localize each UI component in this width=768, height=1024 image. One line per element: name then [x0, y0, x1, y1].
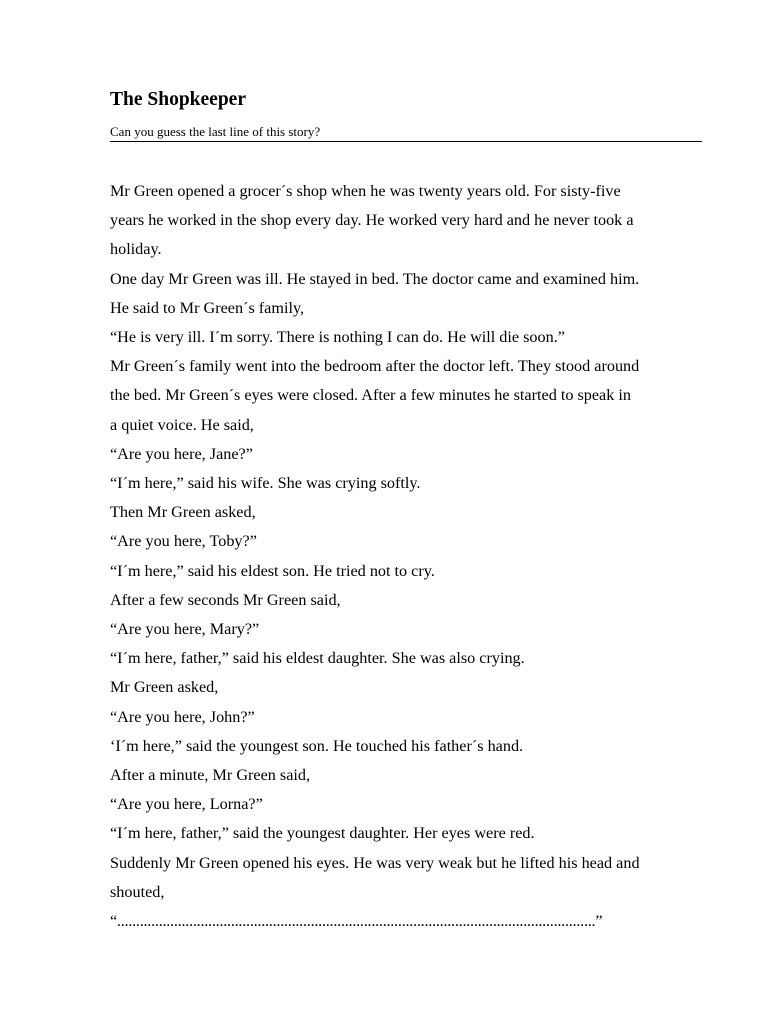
story-line: Mr Green asked, — [110, 678, 219, 697]
story-line: “I´m here, father,” said the youngest daughter. Her eyes were red. — [110, 824, 535, 843]
story-line: One day Mr Green was ill. He stayed in bed. The doctor came and examined him. — [110, 269, 640, 288]
story-line: years he worked in the shop every day. He worked very hard and he never took a — [110, 211, 634, 230]
story-line: “Are you here, Toby?” — [110, 532, 257, 551]
story-line: After a few seconds Mr Green said, — [110, 590, 341, 609]
story-line: “Are you here, Lorna?” — [110, 795, 263, 814]
story-line: “Are you here, Mary?” — [110, 620, 260, 639]
story-body — [110, 177, 702, 936]
story-line: Mr Green opened a grocer´s shop when he was twenty years old. For sisty-five — [110, 182, 621, 200]
story-line: He said to Mr Green´s family, — [110, 298, 305, 317]
subtitle: Can you guess the last line of this story? — [110, 123, 702, 142]
story-line: “I´m here,” said his wife. She was crying softly. — [110, 474, 421, 493]
story-line: Then Mr Green asked, — [110, 503, 256, 522]
story-line: the bed. Mr Green´s eyes were closed. After a few minutes he started to speak in — [110, 386, 631, 405]
story-line: “I´m here, father,” said his eldest daughter. She was also crying. — [110, 649, 525, 668]
blank-last-line: “..............................................................................................................................” — [110, 912, 603, 931]
story-line: Mr Green´s family went into the bedroom after the doctor left. They stood around — [110, 357, 640, 376]
story-line: “Are you here, John?” — [110, 707, 255, 726]
story-line: “Are you here, Jane?” — [110, 444, 253, 463]
story-line: shouted, — [110, 882, 165, 901]
story-line: holiday. — [110, 240, 162, 259]
story-line: “He is very ill. I´m sorry. There is nothing I can do. He will die soon.” — [110, 328, 565, 347]
page-title: The Shopkeeper — [110, 89, 246, 110]
story-line: After a minute, Mr Green said, — [110, 766, 311, 785]
document-page — [110, 0, 702, 1024]
story-line: ‘I´m here,” said the youngest son. He touched his father´s hand. — [110, 736, 524, 755]
story-line: “I´m here,” said his eldest son. He tried not to cry. — [110, 561, 435, 580]
story-line: a quiet voice. He said, — [110, 415, 254, 434]
story-line: Suddenly Mr Green opened his eyes. He was very weak but he lifted his head and — [110, 853, 640, 872]
